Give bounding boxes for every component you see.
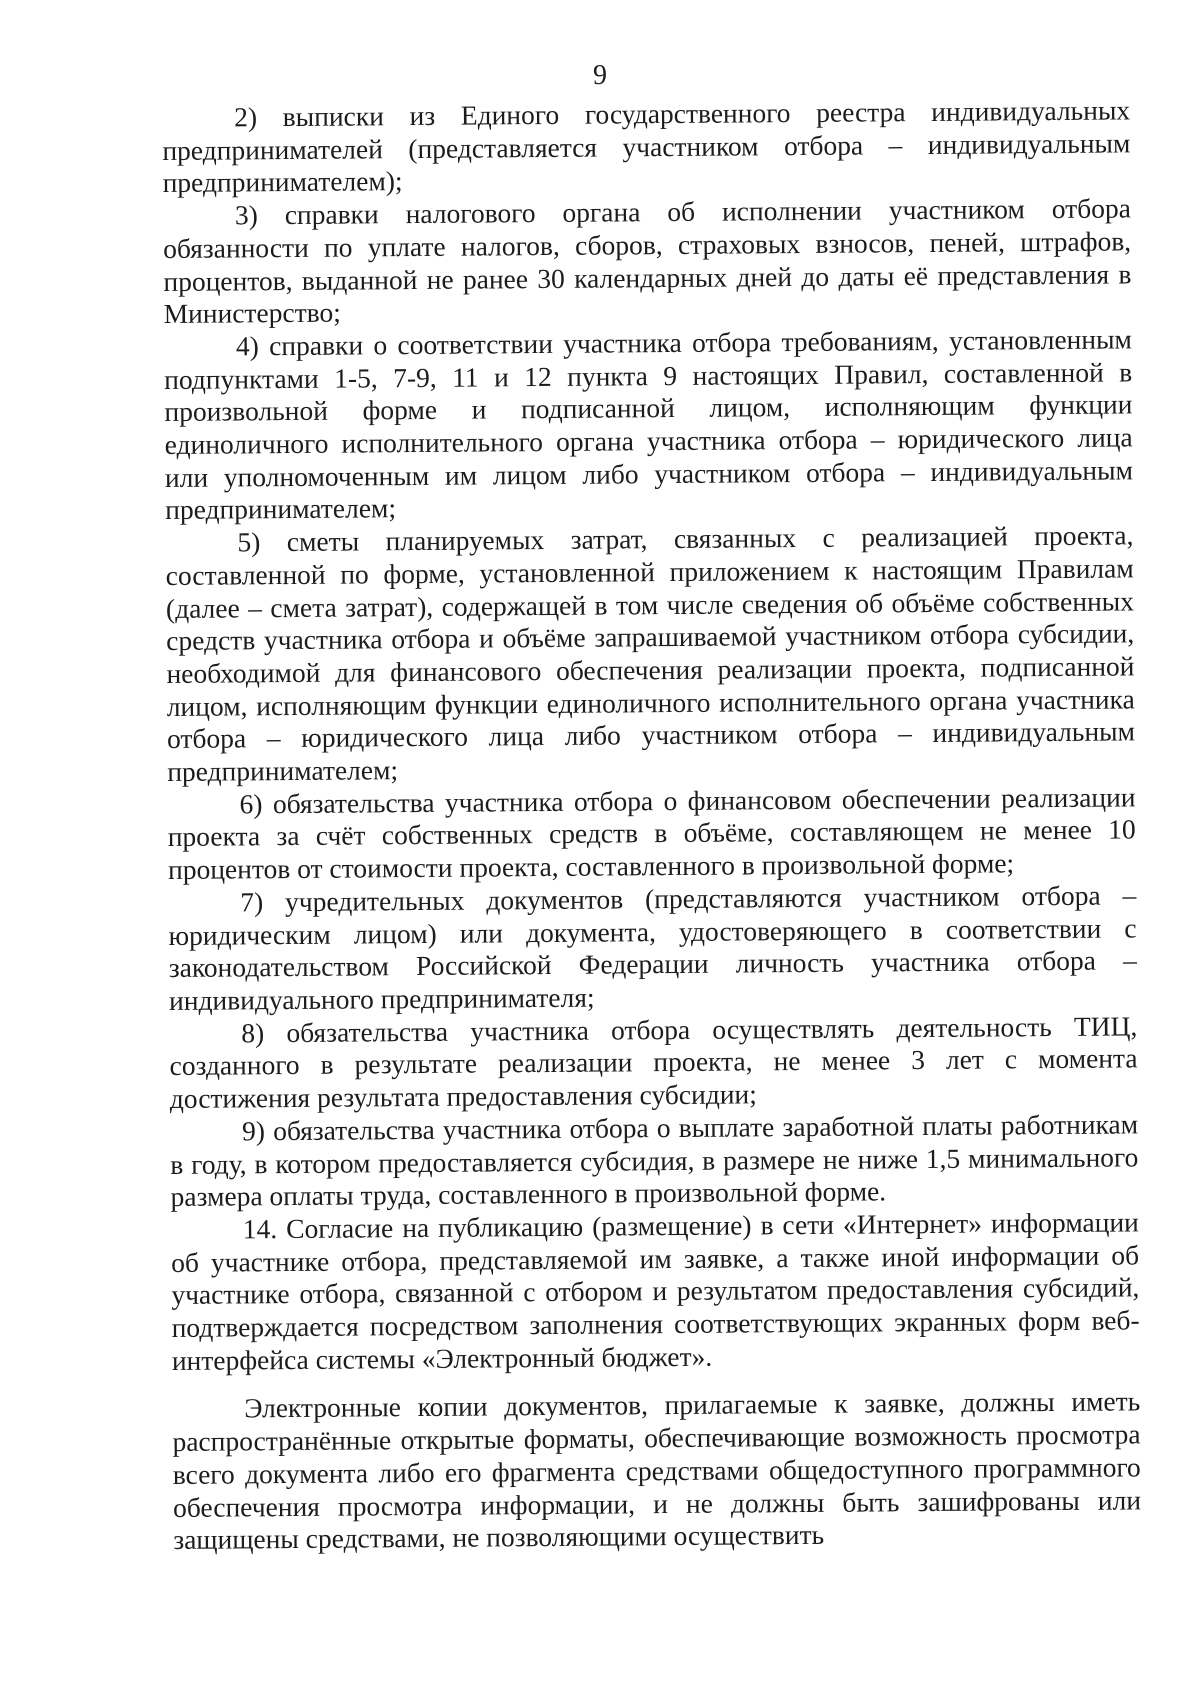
paragraph-extract-egrip: 2) выписки из Единого государственного реестра индивидуальных предпринимателей (представляется участником отбора – индивидуальным предпринимателем); [162,94,1131,199]
paragraph-tax-certificate: 3) справки налогового органа об исполнении участником отбора обязанности по уплате налогов, сборов, страховых взносов, пеней, штрафов, процентов, выданной не ранее 30 календарных дней до даты её представления в Министерство; [163,192,1132,330]
document-body [162,94,1141,1556]
paragraph-constituent-documents: 7) учредительных документов (представляются участником отбора – юридическим лицом) или документа, удостоверяющего в соответствии с законодательством Российской Федерации личность участника отбора – индивидуального предпринимателя; [168,879,1137,1016]
page-number: 9 [593,60,607,91]
paragraph-tic-activity-obligation: 8) обязательства участника отбора осуществлять деятельность ТИЦ, созданного в результате реализации проекта, не менее 3 лет с момента достижения результата предоставления субсидии; [169,1010,1138,1115]
paragraph-cost-estimate: 5) сметы планируемых затрат, связанных с реализацией проекта, составленной по форме, установленной приложением к настоящим Правилам (далее – смета затрат), содержащей в том числе сведения об объёме собственных средств участника отбора и объёме запрашиваемой участником отбора субсидии, необходимой для финансового обеспечения реализации проекта, подписанной лицом, исполняющим функции единоличного исполнительного органа участника отбора – юридического лица либо участником отбора – индивидуальным предпринимателем; [165,519,1136,788]
paragraph-financial-obligation: 6) обязательства участника отбора о финансовом обеспечении реализации проекта за счёт собственных средств в объёме, составляющем не менее 10 процентов от стоимости проекта, составленного в произвольной форме; [167,781,1136,886]
paragraph-electronic-copies: Электронные копии документов, прилагаемые к заявке, должны иметь распространённые открытые форматы, обеспечивающие возможность просмотра всего документа либо его фрагмента средствами общедоступного программного обеспечения просмотра информации, и не должны быть зашифрованы или защищены средствами, не позволяющими осуществить [172,1385,1142,1556]
paragraph-publication-consent: 14. Согласие на публикацию (размещение) в сети «Интернет» информации об участнике отбора, представляемой им заявке, а также иной информации об участнике отбора, связанной с отбором и результатом предоставления субсидий, подтверждается посредством заполнения соответствующих экранных форм веб-интерфейса системы «Электронный бюджет». [170,1206,1140,1376]
paragraph-compliance-certificate: 4) справки о соответствии участника отбора требованиям, установленным подпунктами 1-5, 7-9, 11 и 12 пункта 9 настоящих Правил, составленной в произвольной форме и подписанной лицом, исполняющим функции единоличного исполнительного органа участника отбора – юридического лица или уполномоченным им лицом либо участником отбора – индивидуальным предпринимателем; [164,323,1134,526]
paragraph-wage-obligation: 9) обязательства участника отбора о выплате заработной платы работникам в году, в котором предоставляется субсидия, в размере не ниже 1,5 минимального размера оплаты труда, составленного в произвольной форме. [170,1108,1139,1213]
